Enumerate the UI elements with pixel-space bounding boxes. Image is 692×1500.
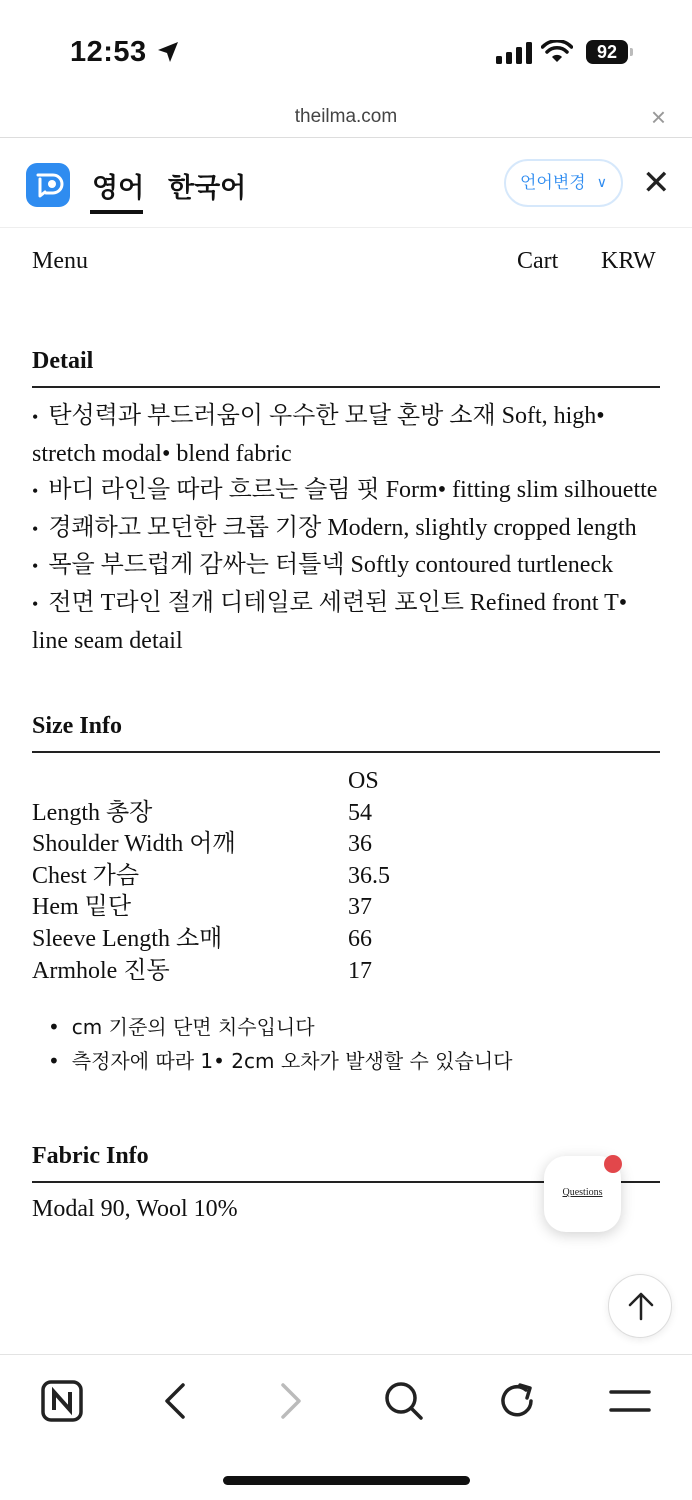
location-arrow-icon	[156, 40, 180, 64]
fabric-info-heading: Fabric Info	[32, 1143, 149, 1169]
size-label: Chest 가슴	[32, 862, 140, 889]
size-value: 66	[348, 925, 372, 952]
url-bar[interactable]	[0, 100, 692, 138]
table-row	[32, 892, 660, 924]
table-row	[32, 798, 660, 830]
size-label: Length 총장	[32, 799, 153, 826]
site-nav	[32, 248, 660, 282]
url-text[interactable]: theilma.com	[294, 106, 398, 127]
back-icon[interactable]	[152, 1377, 200, 1425]
arrow-up-icon	[609, 1275, 673, 1339]
papago-logo-icon[interactable]	[26, 163, 70, 207]
active-tab-indicator	[90, 210, 143, 214]
size-label: Hem 밑단	[32, 894, 132, 921]
detail-heading: Detail	[32, 348, 94, 374]
table-row	[32, 861, 660, 893]
search-icon[interactable]	[380, 1377, 428, 1425]
translate-bar	[0, 138, 692, 228]
currency-link[interactable]: KRW	[601, 248, 656, 274]
list-item: • 전면 T라인 절개 디테일로 세련된 포인트 Refined front T• line seam detail	[32, 585, 660, 659]
battery-level: 92	[586, 40, 628, 64]
refresh-icon[interactable]	[493, 1377, 541, 1425]
list-item: • 목을 부드럽게 감싸는 터틀넥 Softly contoured turtleneck	[32, 547, 660, 585]
battery-indicator	[586, 40, 634, 64]
size-value: 37	[348, 894, 372, 921]
list-item: • cm 기준의 단면 치수입니다	[48, 1010, 648, 1044]
tab-english[interactable]: 영어	[92, 173, 145, 204]
size-label: Sleeve Length 소매	[32, 925, 223, 952]
cart-link[interactable]: Cart	[517, 248, 559, 274]
size-notes	[48, 1010, 648, 1078]
size-value: 36	[348, 831, 372, 858]
size-value: 54	[348, 799, 372, 826]
cellular-signal-icon	[496, 42, 532, 64]
list-item: • 측정자에 따라 1• 2cm 오차가 발생할 수 있습니다	[48, 1044, 648, 1078]
detail-list	[32, 398, 660, 659]
size-info-heading: Size Info	[32, 713, 122, 739]
notification-dot	[604, 1155, 622, 1173]
size-column-header: OS	[348, 768, 379, 794]
forward-icon[interactable]	[266, 1377, 314, 1425]
table-row	[32, 956, 660, 988]
size-value: 36.5	[348, 862, 390, 889]
questions-label: Questions	[562, 1187, 603, 1198]
size-label: Armhole 진동	[32, 957, 170, 984]
translate-logo-glyph	[26, 163, 70, 207]
detail-divider	[32, 386, 660, 388]
list-item: • 바디 라인을 따라 흐르는 슬림 핏 Form• fitting slim silhouette	[32, 472, 660, 510]
list-item: • 경쾌하고 모던한 크롭 기장 Modern, slightly cropped length	[32, 510, 660, 548]
menu-link[interactable]: Menu	[32, 248, 88, 274]
size-value: 17	[348, 957, 372, 984]
tab-korean[interactable]: 한국어	[168, 173, 247, 204]
chevron-down-icon: ∨	[596, 175, 607, 191]
size-table	[32, 766, 660, 987]
url-close-icon[interactable]: ×	[650, 102, 666, 132]
status-time: 12:53	[70, 36, 147, 68]
change-language-button[interactable]	[504, 159, 623, 207]
table-row	[32, 924, 660, 956]
scroll-to-top-button[interactable]	[608, 1274, 672, 1338]
home-indicator	[223, 1476, 470, 1485]
size-info-divider	[32, 751, 660, 753]
size-label: Shoulder Width 어깨	[32, 831, 236, 858]
table-row	[32, 829, 660, 861]
status-bar	[0, 0, 692, 100]
wifi-icon	[541, 40, 573, 64]
battery-nub	[630, 48, 633, 56]
table-header-row	[32, 766, 660, 798]
fabric-composition: Modal 90, Wool 10%	[32, 1196, 238, 1222]
change-language-label: 언어변경	[520, 173, 586, 193]
naver-home-icon[interactable]	[38, 1377, 86, 1425]
menu-icon[interactable]	[606, 1377, 654, 1425]
close-translate-icon[interactable]: ✕	[642, 164, 671, 202]
list-item: • 탄성력과 부드러움이 우수한 모달 혼방 소재 Soft, high• stretch modal• blend fabric	[32, 398, 660, 472]
